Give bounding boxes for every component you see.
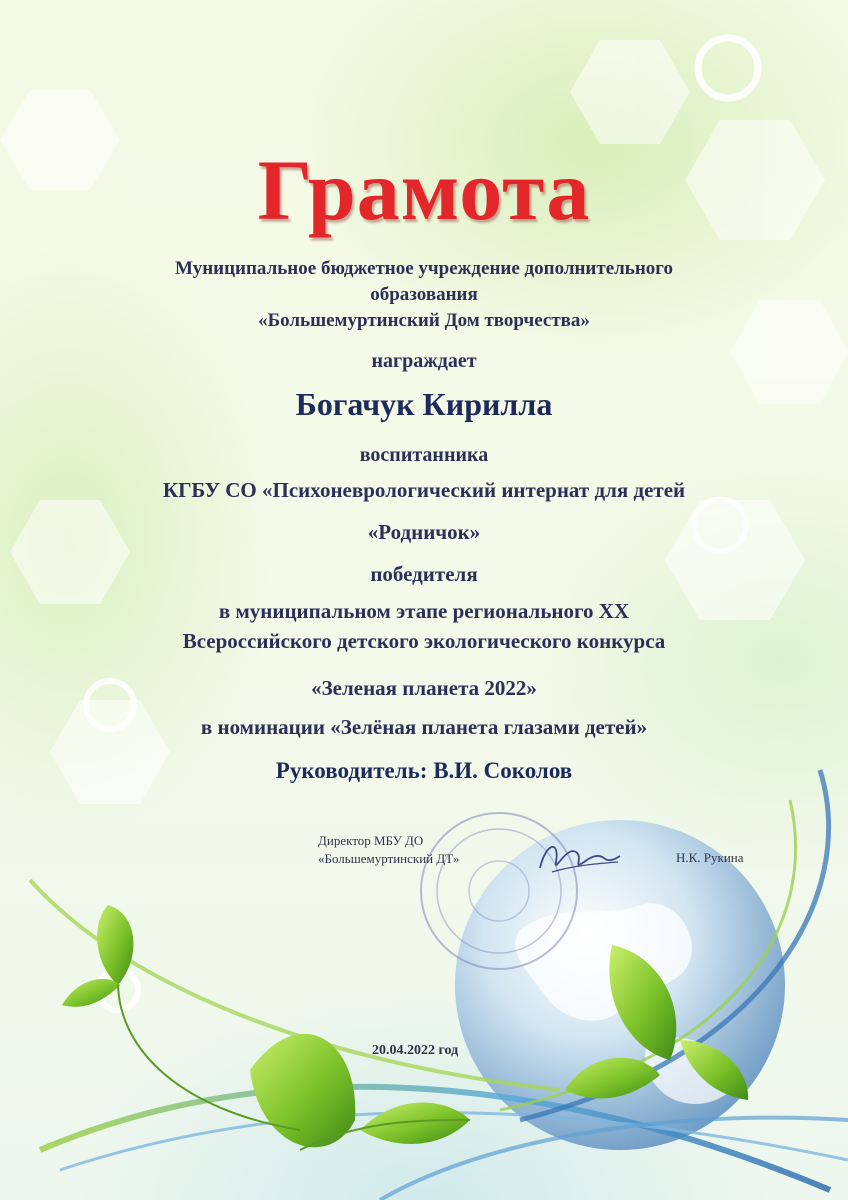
leaf <box>360 1103 470 1144</box>
institution-name <box>60 256 788 334</box>
certificate-title: Грамота <box>257 142 591 238</box>
award-status: победителя <box>370 562 478 586</box>
institution-line: Муниципальное бюджетное учреждение дополнительного <box>175 258 673 279</box>
contest-line: в муниципальном этапе регионального XX <box>218 599 630 623</box>
director-title <box>318 832 518 868</box>
issue-date: 20.04.2022 год <box>372 1043 459 1058</box>
recipient-name: Богачук Кирилла <box>295 386 553 422</box>
institution-line: образования <box>370 284 478 305</box>
awards-text: награждает <box>371 350 477 372</box>
organization-name: «Родничок» <box>367 520 481 544</box>
contest-name: «Зеленая планета 2022» <box>311 676 537 700</box>
nomination-text: в номинации «Зелёная планета глазами детей» <box>200 715 648 739</box>
signature <box>532 832 622 882</box>
institution-line: «Большемуртинский Дом творчества» <box>258 310 590 331</box>
leaf <box>62 979 120 1007</box>
contest-line: Всероссийского детского экологического конкурса <box>182 629 666 653</box>
organization-text: КГБУ СО «Психоневрологический интернат для детей <box>162 478 686 502</box>
contest-description <box>60 596 788 656</box>
ring-circle <box>698 38 758 98</box>
recipient-role: воспитанника <box>359 444 489 466</box>
director-name: Н.К. Рукина <box>676 850 744 865</box>
supervisor-text: Руководитель: В.И. Соколов <box>275 758 573 783</box>
director-title-line: «Большемуртинский ДТ» <box>318 851 460 866</box>
director-title-line: Директор МБУ ДО <box>318 833 424 848</box>
leaf <box>250 1034 355 1147</box>
